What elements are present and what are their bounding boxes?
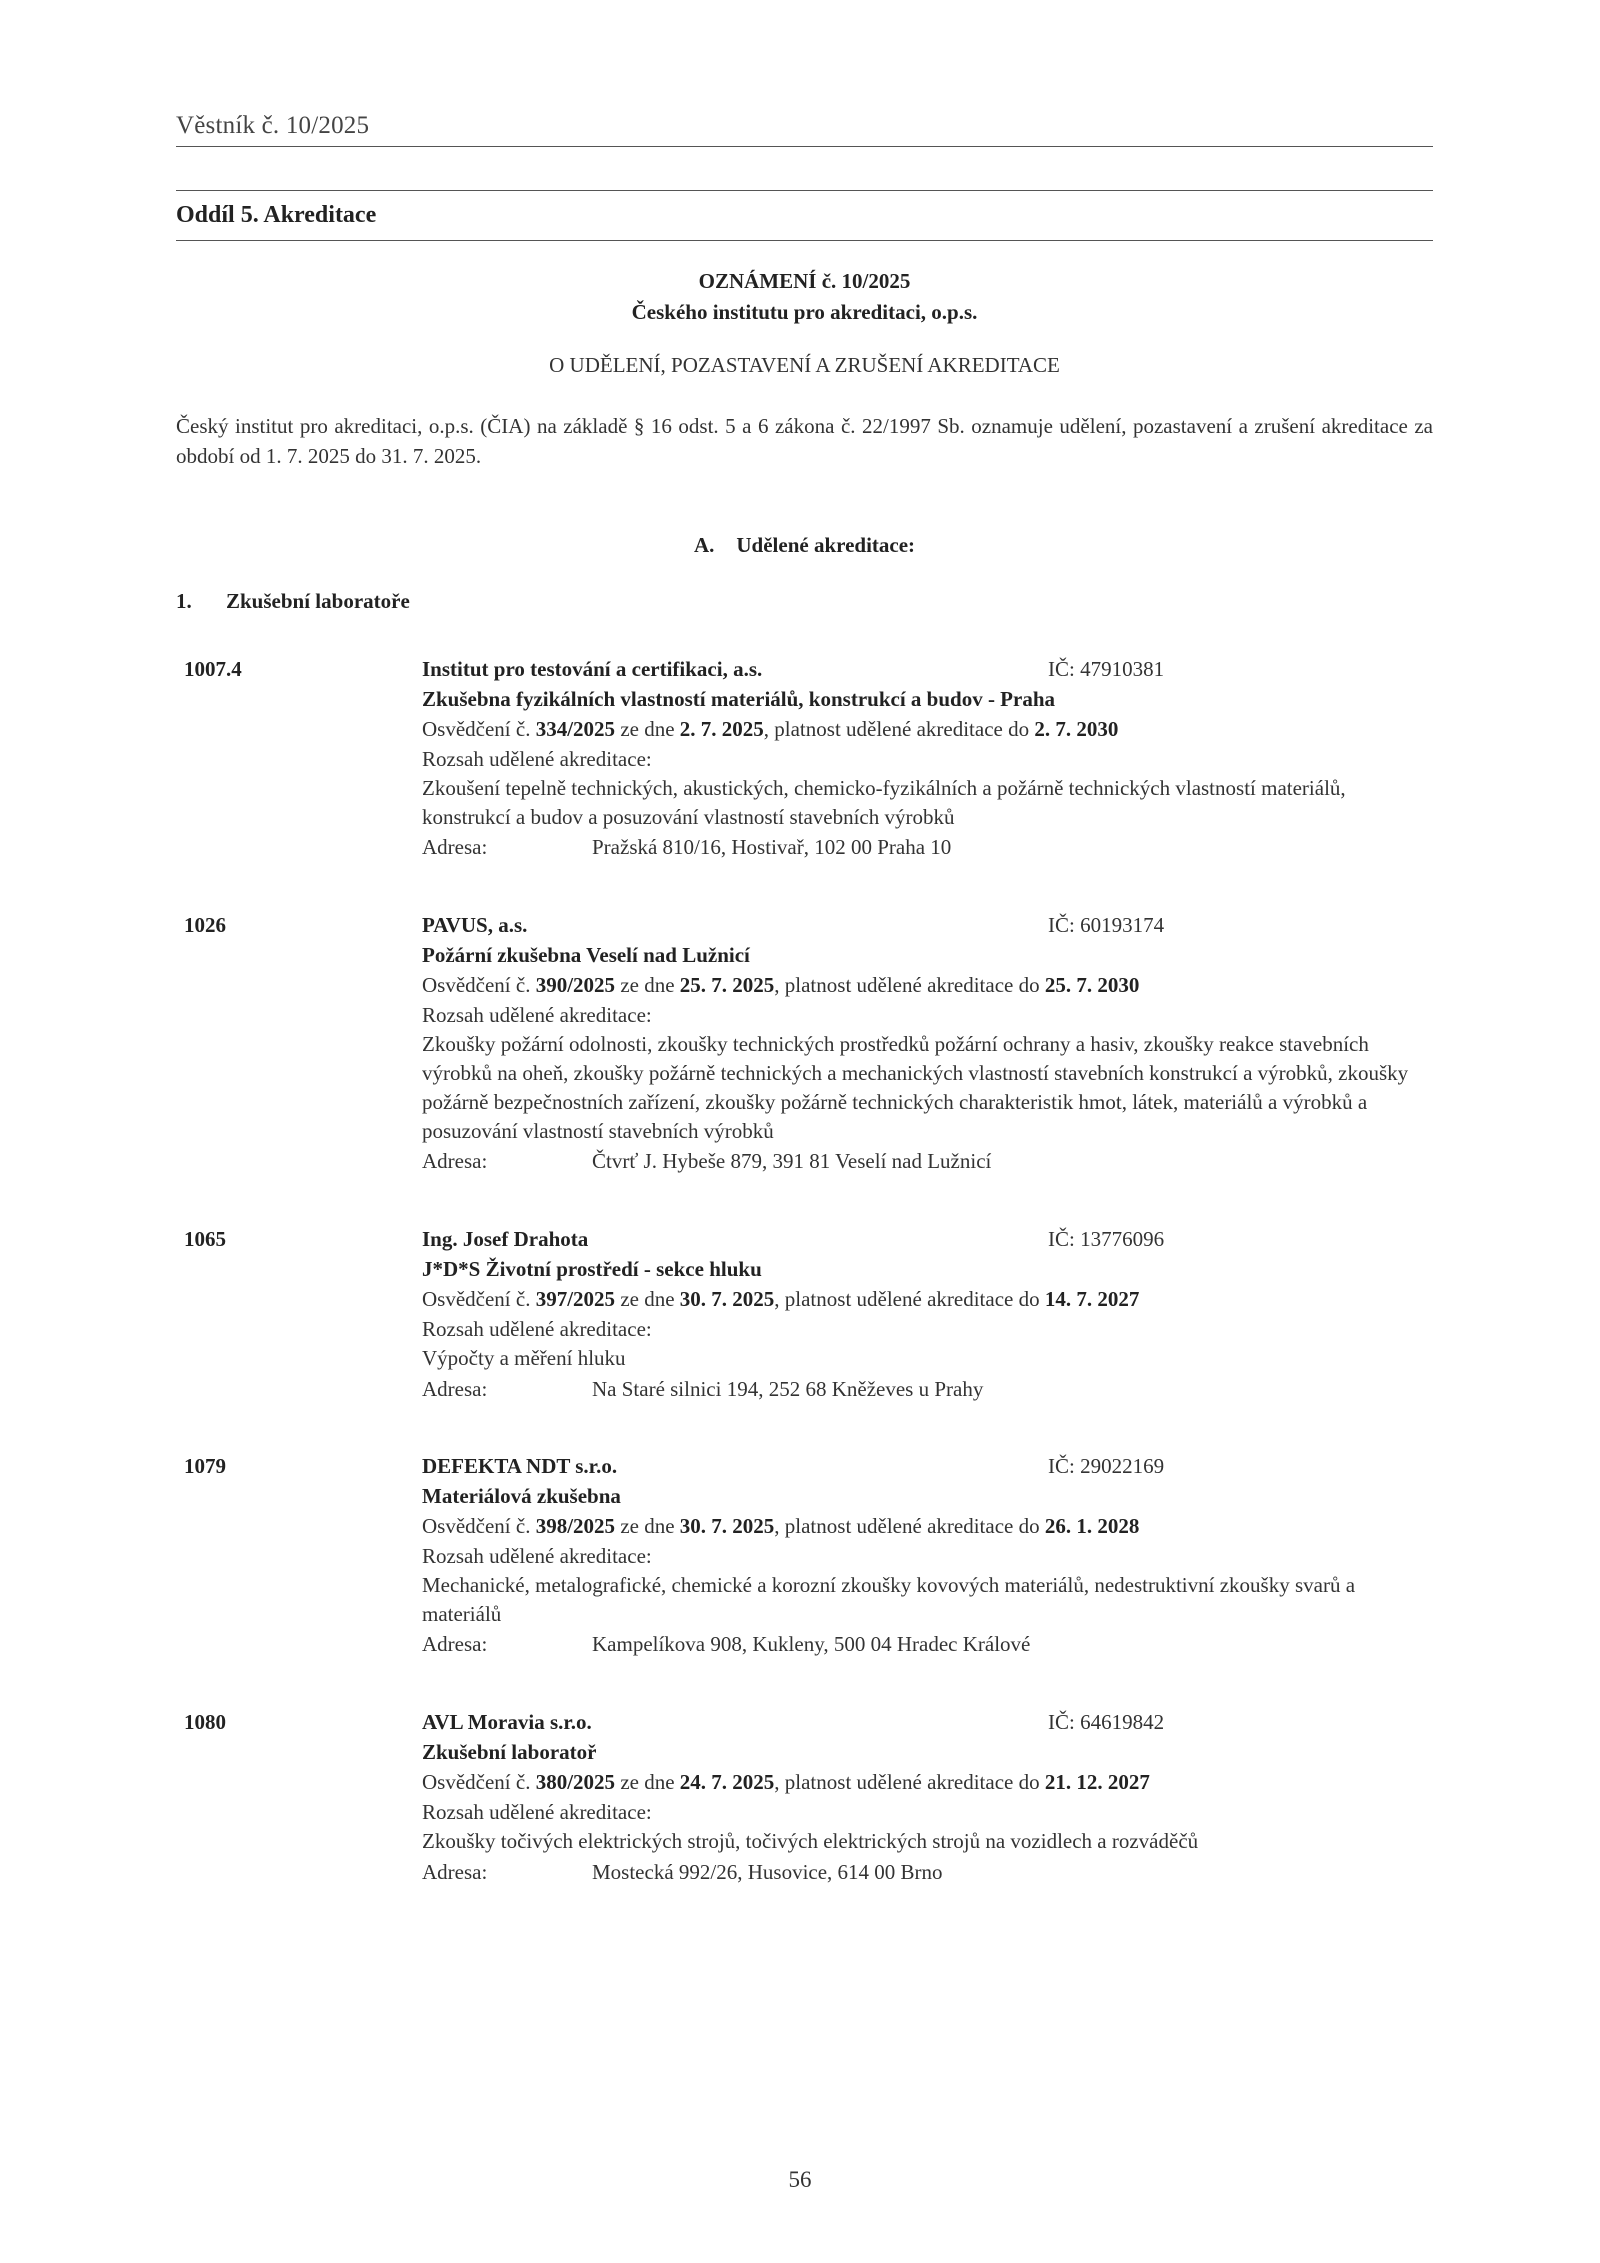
entry-certificate (422, 1284, 1434, 1314)
ic-label: IČ: (1048, 657, 1075, 681)
entry-ic (1048, 1451, 1164, 1481)
entry-org-line (422, 1451, 1434, 1481)
scope-label: Rozsah udělené akreditace: (422, 1003, 652, 1027)
entry-org: AVL Moravia s.r.o. (422, 1710, 592, 1734)
address-label: Adresa: (422, 1149, 488, 1173)
category-number: 1. (176, 589, 192, 613)
cert-date: 30. 7. 2025 (679, 1287, 775, 1311)
scope-label: Rozsah udělené akreditace: (422, 1800, 652, 1824)
address-value: Kampelíkova 908, Kukleny, 500 04 Hradec Králové (592, 1632, 1031, 1656)
cert-valid-to: 2. 7. 2030 (1034, 717, 1119, 741)
entry-certificate (422, 1767, 1434, 1797)
part-heading (176, 533, 1433, 558)
address-label: Adresa: (422, 1377, 488, 1401)
part-number: A. (693, 533, 715, 557)
cert-date-prefix: ze dne (620, 1287, 675, 1311)
scope-text: Zkoušky požární odolnosti, zkoušky technických prostředků požární ochrany a hasiv, zkoušky reakce stavebních výrobků na oheň, zkoušky požárně technických a mechanických vlastností stavebních konstrukcí a výrobků, zkoušky požárně bezpečnostních zařízení, zkoušky požárně technických charakteristik hmot, látek, materiálů a výrobků a posuzování vlastností stavebních výrobků (422, 1032, 1409, 1143)
cert-number: 398/2025 (535, 1514, 616, 1538)
entry-unit: Požární zkušebna Veselí nad Lužnicí (422, 943, 750, 967)
scope-label: Rozsah udělené akreditace: (422, 1544, 652, 1568)
announcement-title-block (176, 266, 1433, 328)
address-value: Pražská 810/16, Hostivař, 102 00 Praha 10 (592, 835, 952, 859)
address-label: Adresa: (422, 835, 488, 859)
announcement-title: OZNÁMENÍ č. 10/2025 (698, 269, 911, 293)
cert-prefix: Osvědčení č. (422, 1770, 531, 1794)
address-value: Na Staré silnici 194, 252 68 Kněževes u Prahy (592, 1377, 984, 1401)
entry-org: PAVUS, a.s. (422, 913, 528, 937)
cert-number: 334/2025 (535, 717, 616, 741)
entry-org: Ing. Josef Drahota (422, 1227, 589, 1251)
cert-validity-prefix: , platnost udělené akreditace do (774, 1514, 1040, 1538)
category-title: Zkušební laboratoře (226, 589, 410, 613)
ic-value: 47910381 (1080, 657, 1165, 681)
cert-date: 24. 7. 2025 (679, 1770, 775, 1794)
cert-prefix: Osvědčení č. (422, 1514, 531, 1538)
entry-org: Institut pro testování a certifikaci, a.s. (422, 657, 763, 681)
entry-body (422, 654, 1434, 862)
entry-ic (1048, 1224, 1164, 1254)
entry-address (422, 1857, 1434, 1887)
entry-body (422, 1224, 1434, 1404)
entry-address (422, 1629, 1434, 1659)
entry-org-line (422, 654, 1434, 684)
entry-code: 1080 (184, 1710, 226, 1734)
ic-label: IČ: (1048, 1227, 1075, 1251)
cert-number: 380/2025 (535, 1770, 616, 1794)
cert-prefix: Osvědčení č. (422, 973, 531, 997)
announcement-subject: O UDĚLENÍ, POZASTAVENÍ A ZRUŠENÍ AKREDITACE (549, 353, 1060, 377)
entry-code: 1007.4 (184, 657, 242, 681)
announcement-intro: Český institut pro akreditaci, o.p.s. (ČIA) na základě § 16 odst. 5 a 6 zákona č. 22/1997 Sb. oznamuje udělení, pozastavení a zrušení akreditace za období od 1. 7. 2025 do 31. 7. 2025. (176, 414, 1433, 468)
scope-label: Rozsah udělené akreditace: (422, 747, 652, 771)
cert-prefix: Osvědčení č. (422, 1287, 531, 1311)
cert-date-prefix: ze dne (620, 973, 675, 997)
cert-valid-to: 14. 7. 2027 (1044, 1287, 1140, 1311)
entry-code: 1026 (184, 913, 226, 937)
entry-org-line (422, 1707, 1434, 1737)
entry-certificate (422, 1511, 1434, 1541)
scope-label: Rozsah udělené akreditace: (422, 1317, 652, 1341)
address-label: Adresa: (422, 1632, 488, 1656)
scope-text: Zkoušení tepelně technických, akustických, chemicko-fyzikálních a požárně technických vlastností materiálů, konstrukcí a budov a posuzování vlastností stavebních výrobků (422, 776, 1346, 829)
entry-code: 1079 (184, 1454, 226, 1478)
ic-value: 60193174 (1080, 913, 1165, 937)
entry-ic (1048, 910, 1164, 940)
address-label: Adresa: (422, 1860, 488, 1884)
entry-org: DEFEKTA NDT s.r.o. (422, 1454, 618, 1478)
ic-label: IČ: (1048, 1454, 1075, 1478)
part-title: Udělené akreditace: (736, 533, 916, 557)
cert-validity-prefix: , platnost udělené akreditace do (774, 1770, 1040, 1794)
cert-validity-prefix: , platnost udělené akreditace do (763, 717, 1030, 741)
cert-date: 25. 7. 2025 (679, 973, 775, 997)
scope-text: Mechanické, metalografické, chemické a korozní zkoušky kovových materiálů, nedestruktivní zkoušky svarů a materiálů (422, 1573, 1356, 1626)
scope-text: Výpočty a měření hluku (422, 1346, 626, 1370)
journal-title: Věstník č. 10/2025 (176, 112, 370, 139)
address-value: Čtvrť J. Hybeše 879, 391 81 Veselí nad Lužnicí (592, 1149, 992, 1173)
entry-address (422, 832, 1434, 862)
section-top-rule (176, 190, 1433, 191)
entry-body (422, 1451, 1434, 1659)
ic-value: 13776096 (1080, 1227, 1165, 1251)
entry-unit: J*D*S Životní prostředí - sekce hluku (422, 1257, 762, 1281)
ic-label: IČ: (1048, 913, 1075, 937)
entry-ic (1048, 654, 1164, 684)
ic-label: IČ: (1048, 1710, 1075, 1734)
entry-unit: Zkušební laboratoř (422, 1740, 597, 1764)
category-heading (176, 589, 410, 614)
entry-certificate (422, 970, 1434, 1000)
entry-address (422, 1374, 1434, 1404)
entry-body (422, 1707, 1434, 1887)
cert-date-prefix: ze dne (620, 1514, 675, 1538)
entry-address (422, 1146, 1434, 1176)
entry-unit: Materiálová zkušebna (422, 1484, 621, 1508)
entry-org-line (422, 910, 1434, 940)
cert-date: 30. 7. 2025 (679, 1514, 775, 1538)
entry-ic (1048, 1707, 1164, 1737)
cert-valid-to: 25. 7. 2030 (1044, 973, 1140, 997)
ic-value: 29022169 (1080, 1454, 1165, 1478)
cert-date-prefix: ze dne (620, 717, 675, 741)
entry-code: 1065 (184, 1227, 226, 1251)
entry-certificate (422, 714, 1434, 744)
cert-validity-prefix: , platnost udělené akreditace do (774, 973, 1040, 997)
entry-unit: Zkušebna fyzikálních vlastností materiálů, konstrukcí a budov - Praha (422, 687, 1056, 711)
cert-valid-to: 26. 1. 2028 (1044, 1514, 1140, 1538)
cert-validity-prefix: , platnost udělené akreditace do (774, 1287, 1040, 1311)
cert-date-prefix: ze dne (620, 1770, 675, 1794)
entry-org-line (422, 1224, 1434, 1254)
ic-value: 64619842 (1080, 1710, 1165, 1734)
page-number: 56 (788, 2167, 812, 2192)
address-value: Mostecká 992/26, Husovice, 614 00 Brno (592, 1860, 943, 1884)
journal-header (176, 112, 1433, 140)
section-title: Oddíl 5. Akreditace (176, 202, 377, 228)
announcement-issuer: Českého institutu pro akreditaci, o.p.s. (631, 300, 978, 324)
cert-valid-to: 21. 12. 2027 (1044, 1770, 1150, 1794)
entry-body (422, 910, 1434, 1176)
cert-date: 2. 7. 2025 (679, 717, 764, 741)
cert-number: 390/2025 (535, 973, 616, 997)
scope-text: Zkoušky točivých elektrických strojů, točivých elektrických strojů na vozidlech a rozváděčů (422, 1829, 1199, 1853)
section-bottom-rule (176, 240, 1433, 241)
cert-number: 397/2025 (535, 1287, 616, 1311)
cert-prefix: Osvědčení č. (422, 717, 531, 741)
header-rule (176, 146, 1433, 147)
